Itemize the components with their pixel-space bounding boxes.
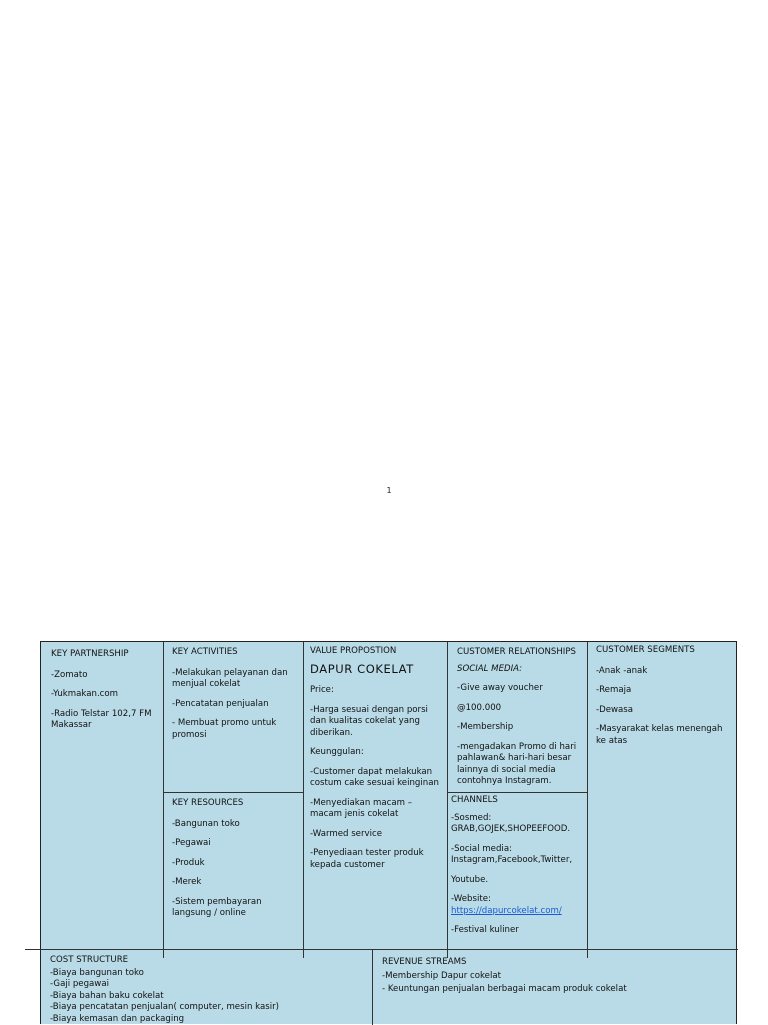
section-title: COST STRUCTURE [50,955,368,967]
list-item: Youtube. [451,875,583,887]
section-title: KEY RESOURCES [172,798,300,810]
list-item: -Radio Telstar 102,7 FM Makassar [51,709,159,732]
website-link[interactable]: https://dapurcokelat.com/ [451,906,562,916]
list-item: -Melakukan pelayanan dan menjual cokelat [172,668,298,691]
divider [163,642,164,958]
list-item: -Website: [451,894,583,906]
section-title: REVENUE STREAMS [382,957,732,969]
divider [303,642,304,958]
list-item: - Keuntungan penjualan berbagai macam produk cokelat [382,984,732,996]
list-item: -Harga sesuai dengan porsi dan kualitas cokelat yang diberikan. [310,705,444,740]
list-item: -Sosmed: GRAB,GOJEK,SHOPEEFOOD. [451,813,583,836]
section-title: CUSTOMER SEGMENTS [596,645,732,657]
list-item: -Membership [457,722,583,734]
list-item: -Biaya pencatatan penjualan( computer, mesin kasir) [50,1002,368,1014]
list-item: -Merek [172,877,300,889]
customer-relationships-section [457,647,583,796]
business-model-canvas [40,641,737,1024]
list-item: -Sistem pembayaran langsung / online [172,897,300,920]
list-item: -Biaya kemasan dan packaging [50,1014,368,1025]
section-title: CHANNELS [451,795,583,807]
section-title: KEY ACTIVITIES [172,647,298,659]
section-title: CUSTOMER RELATIONSHIPS [457,647,583,659]
list-item: -Customer dapat melakukan costum cake sesuai keinginan [310,767,444,790]
revenue-streams-section [382,957,732,996]
list-item: -mengadakan Promo di hari pahlawan& hari-hari besar lainnya di social media contohnya Instagram. [457,742,583,788]
list-item: -Biaya bangunan toko [50,968,368,980]
list-item: -Zomato [51,670,159,682]
list-item: -Yukmakan.com [51,689,159,701]
list-item: -Menyediakan macam – macam jenis cokelat [310,798,444,821]
customer-segments-section [596,645,732,755]
section-title: KEY PARTNERSHIP [51,649,159,661]
list-item: -Give away voucher [457,683,583,695]
divider [163,792,303,793]
divider [372,949,373,1025]
divider [447,642,448,958]
key-partnership-section [51,649,159,740]
list-item: -Social media: Instagram,Facebook,Twitter, [451,844,583,867]
list-item: Keunggulan: [310,747,444,759]
brand-name: DAPUR COKELAT [310,664,444,676]
key-activities-section [172,647,298,749]
list-item: -Penyediaan tester produk kepada customer [310,848,444,871]
page-number: 1 [0,486,768,495]
value-proposition-section [310,646,444,879]
list-item: -Anak -anak [596,666,732,678]
list-item: @100.000 [457,703,583,715]
list-item: -Pencatatan penjualan [172,699,298,711]
list-item: -Warmed service [310,829,444,841]
list-item: -Dewasa [596,705,732,717]
divider [587,642,588,958]
list-item: -Masyarakat kelas menengah ke atas [596,724,732,747]
channels-section [451,795,583,945]
list-item: -Festival kuliner [451,925,583,937]
list-item: -Biaya bahan baku cokelat [50,991,368,1003]
divider [25,949,738,950]
list-item: -Pegawai [172,838,300,850]
list-item: -Gaji pegawai [50,979,368,991]
list-item: -Bangunan toko [172,819,300,831]
section-subtitle: SOCIAL MEDIA: [457,664,583,676]
cost-structure-section [50,955,368,1025]
list-item: -Produk [172,858,300,870]
list-item: - Membuat promo untuk promosi [172,718,298,741]
key-resources-section [172,798,300,928]
list-item: -Remaja [596,685,732,697]
list-item: Price: [310,685,444,697]
section-title: VALUE PROPOSTION [310,646,444,658]
list-item: -Membership Dapur cokelat [382,971,732,983]
